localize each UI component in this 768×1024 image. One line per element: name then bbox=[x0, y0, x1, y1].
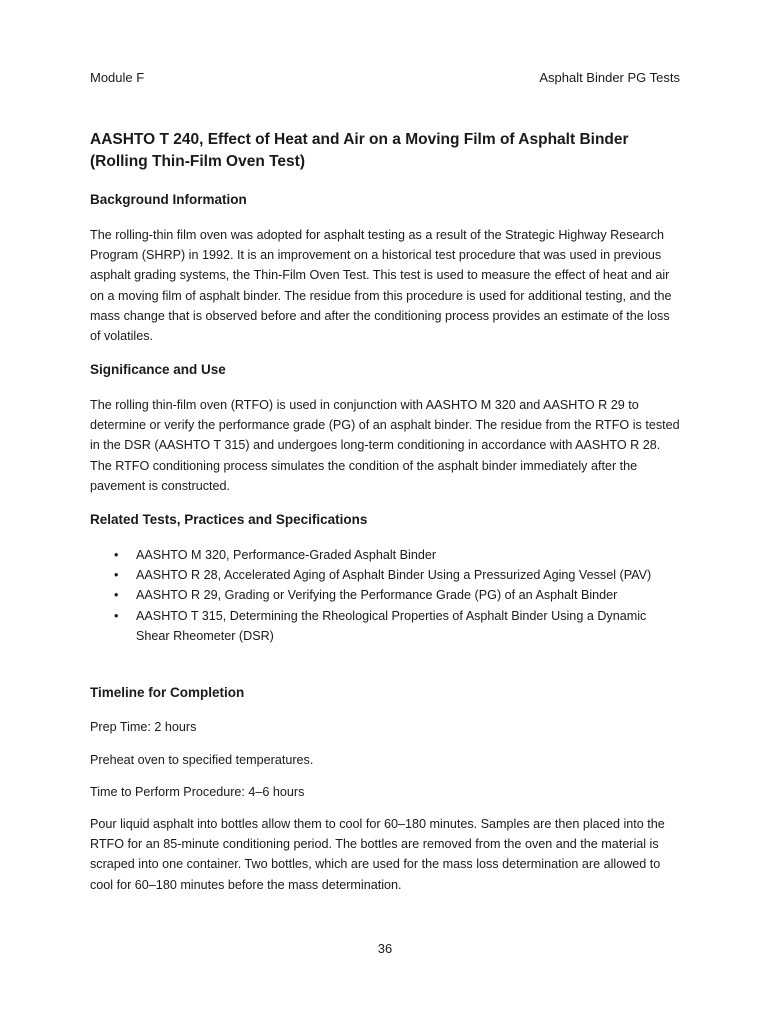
list-item bbox=[90, 565, 680, 585]
document-title: AASHTO T 240, Effect of Heat and Air on a Moving Film of Asphalt Binder (Rolling Thin-Film Oven Test) bbox=[90, 131, 629, 170]
heading-related-tests: Related Tests, Practices and Specifications bbox=[90, 512, 368, 527]
list-item-text: AASHTO R 29, Grading or Verifying the Performance Grade (PG) of an Asphalt Binder bbox=[136, 588, 618, 603]
paragraph-procedure: Pour liquid asphalt into bottles allow them to cool for 60–180 minutes. Samples are then placed into the RTFO for an 85-minute conditioning period. The bottles are removed from the oven and the material is scraped into one container. Two bottles, which are used for the mass loss determination are allowed to cool for 60–180 minutes before the mass determination. bbox=[90, 817, 665, 892]
running-header bbox=[90, 70, 680, 86]
list-item bbox=[90, 585, 680, 605]
perform-time-text: Time to Perform Procedure: 4–6 hours bbox=[90, 785, 305, 799]
list-item bbox=[90, 545, 680, 565]
bullet-icon: • bbox=[114, 568, 119, 583]
related-tests-list bbox=[90, 545, 680, 646]
paragraph-background: The rolling-thin film oven was adopted for asphalt testing as a result of the Strategic Highway Research Program (SHRP) in 1992. It is an improvement on a historical test procedure that was used in previous asphalt grading systems, the Thin-Film Oven Test. This test is used to measure the effect of heat and air on a moving film of asphalt binder. The residue from this procedure is used for additional testing, and the mass change that is observed before and after the conditioning process provides an estimate of the loss of volatiles. bbox=[90, 228, 672, 344]
heading-significance-and-use: Significance and Use bbox=[90, 362, 226, 377]
prep-time-text: Prep Time: 2 hours bbox=[90, 720, 197, 734]
bullet-icon: • bbox=[114, 608, 119, 623]
heading-timeline-for-completion: Timeline for Completion bbox=[90, 685, 245, 700]
heading-background-information: Background Information bbox=[90, 192, 247, 207]
bullet-icon: • bbox=[114, 548, 119, 562]
header-section-title: Asphalt Binder PG Tests bbox=[539, 70, 680, 85]
page-number: 36 bbox=[377, 941, 393, 956]
list-item bbox=[90, 606, 680, 646]
document-page bbox=[90, 0, 680, 1024]
paragraph-significance: The rolling thin-film oven (RTFO) is used in conjunction with AASHTO M 320 and AASHTO R 29 to determine or verify the performance grade (PG) of an asphalt binder. The residue from the RTFO is tested in the DSR (AASHTO T 315) and undergoes long-term conditioning in accordance with AASHTO R 28. The RTFO conditioning process simulates the condition of the asphalt binder immediately after the pavement is constructed. bbox=[90, 398, 680, 493]
header-module: Module F bbox=[90, 70, 145, 85]
list-item-text: AASHTO T 315, Determining the Rheological Properties of Asphalt Binder Using a Dynamic Shear Rheometer (DSR) bbox=[136, 608, 647, 643]
bullet-icon: • bbox=[114, 588, 119, 603]
list-item-text: AASHTO R 28, Accelerated Aging of Asphalt Binder Using a Pressurized Aging Vessel (PAV) bbox=[136, 568, 652, 583]
list-item-text: AASHTO M 320, Performance-Graded Asphalt Binder bbox=[136, 548, 437, 562]
preheat-text: Preheat oven to specified temperatures. bbox=[90, 753, 314, 767]
